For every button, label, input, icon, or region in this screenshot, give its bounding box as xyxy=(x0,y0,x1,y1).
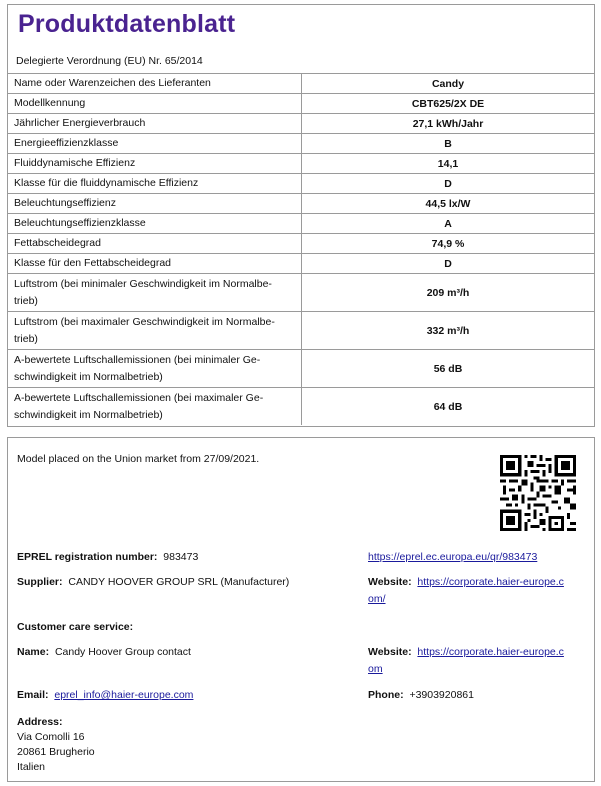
spec-value: 56 dB xyxy=(302,350,595,388)
spec-label: Name oder Warenzeichen des Lieferanten xyxy=(8,74,302,94)
care-website-label: Website: xyxy=(368,646,412,658)
spec-value: 74,9 % xyxy=(302,234,595,254)
care-website-row xyxy=(368,646,564,658)
supplier-row xyxy=(17,576,289,588)
spec-value: D xyxy=(302,174,595,194)
spec-value: 64 dB xyxy=(302,388,595,426)
supplier-website-row xyxy=(368,576,564,588)
spec-label: Beleuchtungseffizienz xyxy=(8,194,302,214)
table-row xyxy=(8,234,594,254)
table-row xyxy=(8,274,594,312)
spec-label: Beleuchtungseffizienzklasse xyxy=(8,214,302,234)
supplier-value: CANDY HOOVER GROUP SRL (Manufacturer) xyxy=(68,576,290,588)
eprel-link[interactable]: https://eprel.ec.europa.eu/qr/983473 xyxy=(368,551,538,563)
table-row xyxy=(8,174,594,194)
table-row xyxy=(8,254,594,274)
spec-value: 209 m³/h xyxy=(302,274,595,312)
product-data-sheet xyxy=(7,4,595,427)
table-row xyxy=(8,114,594,134)
spec-value: A xyxy=(302,214,595,234)
spec-label: Fettabscheidegrad xyxy=(8,234,302,254)
table-row xyxy=(8,194,594,214)
table-row xyxy=(8,312,594,350)
spec-label: A-bewertete Luftschallemissionen (bei maximaler Ge- schwindigkeit im Normalbetrieb) xyxy=(8,388,302,426)
spec-label: Energieeffizienzklasse xyxy=(8,134,302,154)
contact-name-row xyxy=(17,646,191,658)
spec-value: 332 m³/h xyxy=(302,312,595,350)
table-row xyxy=(8,74,594,94)
spec-value: Candy xyxy=(302,74,595,94)
regulation-reference: Delegierte Verordnung (EU) Nr. 65/2014 xyxy=(16,55,203,67)
table-row xyxy=(8,350,594,388)
table-row xyxy=(8,388,594,426)
spec-value: CBT625/2X DE xyxy=(302,94,595,114)
eprel-number: 983473 xyxy=(163,551,199,563)
spec-value: 14,1 xyxy=(302,154,595,174)
address-line-3: Italien xyxy=(17,761,46,773)
table-row xyxy=(8,214,594,234)
qr-code-icon[interactable] xyxy=(500,455,576,531)
table-row xyxy=(8,94,594,114)
email-link[interactable]: eprel_info@haier-europe.com xyxy=(54,689,194,701)
table-row xyxy=(8,154,594,174)
care-website-link-cont[interactable]: om xyxy=(368,663,383,675)
spec-label: Modellkennung xyxy=(8,94,302,114)
spec-label: Luftstrom (bei minimaler Geschwindigkeit im Normalbe- trieb) xyxy=(8,274,302,312)
spec-table xyxy=(8,73,594,425)
spec-label: Klasse für den Fettabscheidegrad xyxy=(8,254,302,274)
care-website-link[interactable]: https://corporate.haier-europe.c xyxy=(417,646,564,658)
address-label: Address: xyxy=(17,716,63,728)
eprel-label: EPREL registration number: xyxy=(17,551,158,563)
phone-label: Phone: xyxy=(368,689,404,701)
contact-name-label: Name: xyxy=(17,646,50,658)
spec-label: Klasse für die fluiddynamische Effizienz xyxy=(8,174,302,194)
email-row xyxy=(17,689,193,701)
info-panel xyxy=(7,437,595,782)
phone-value: +3903920861 xyxy=(409,689,474,701)
market-date-text: Model placed on the Union market from 27/09/2021. xyxy=(17,453,260,465)
spec-value: B xyxy=(302,134,595,154)
address-line-1: Via Comolli 16 xyxy=(17,731,85,743)
spec-label: Jährlicher Energieverbrauch xyxy=(8,114,302,134)
phone-row xyxy=(368,689,474,701)
supplier-website-label: Website: xyxy=(368,576,412,588)
address-line-2: 20861 Brugherio xyxy=(17,746,95,758)
table-row xyxy=(8,134,594,154)
spec-value: D xyxy=(302,254,595,274)
supplier-website-link[interactable]: https://corporate.haier-europe.c xyxy=(417,576,564,588)
eprel-row xyxy=(17,551,198,563)
spec-label: A-bewertete Luftschallemissionen (bei minimaler Ge- schwindigkeit im Normalbetrieb) xyxy=(8,350,302,388)
customer-care-heading: Customer care service: xyxy=(17,621,134,633)
spec-value: 27,1 kWh/Jahr xyxy=(302,114,595,134)
email-label: Email: xyxy=(17,689,49,701)
spec-value: 44,5 lx/W xyxy=(302,194,595,214)
spec-label: Luftstrom (bei maximaler Geschwindigkeit im Normalbe- trieb) xyxy=(8,312,302,350)
page-title: Produktdatenblatt xyxy=(18,10,236,38)
supplier-website-link-cont[interactable]: om/ xyxy=(368,593,386,605)
spec-label: Fluiddynamische Effizienz xyxy=(8,154,302,174)
contact-name-value: Candy Hoover Group contact xyxy=(54,646,191,658)
supplier-label: Supplier: xyxy=(17,576,63,588)
